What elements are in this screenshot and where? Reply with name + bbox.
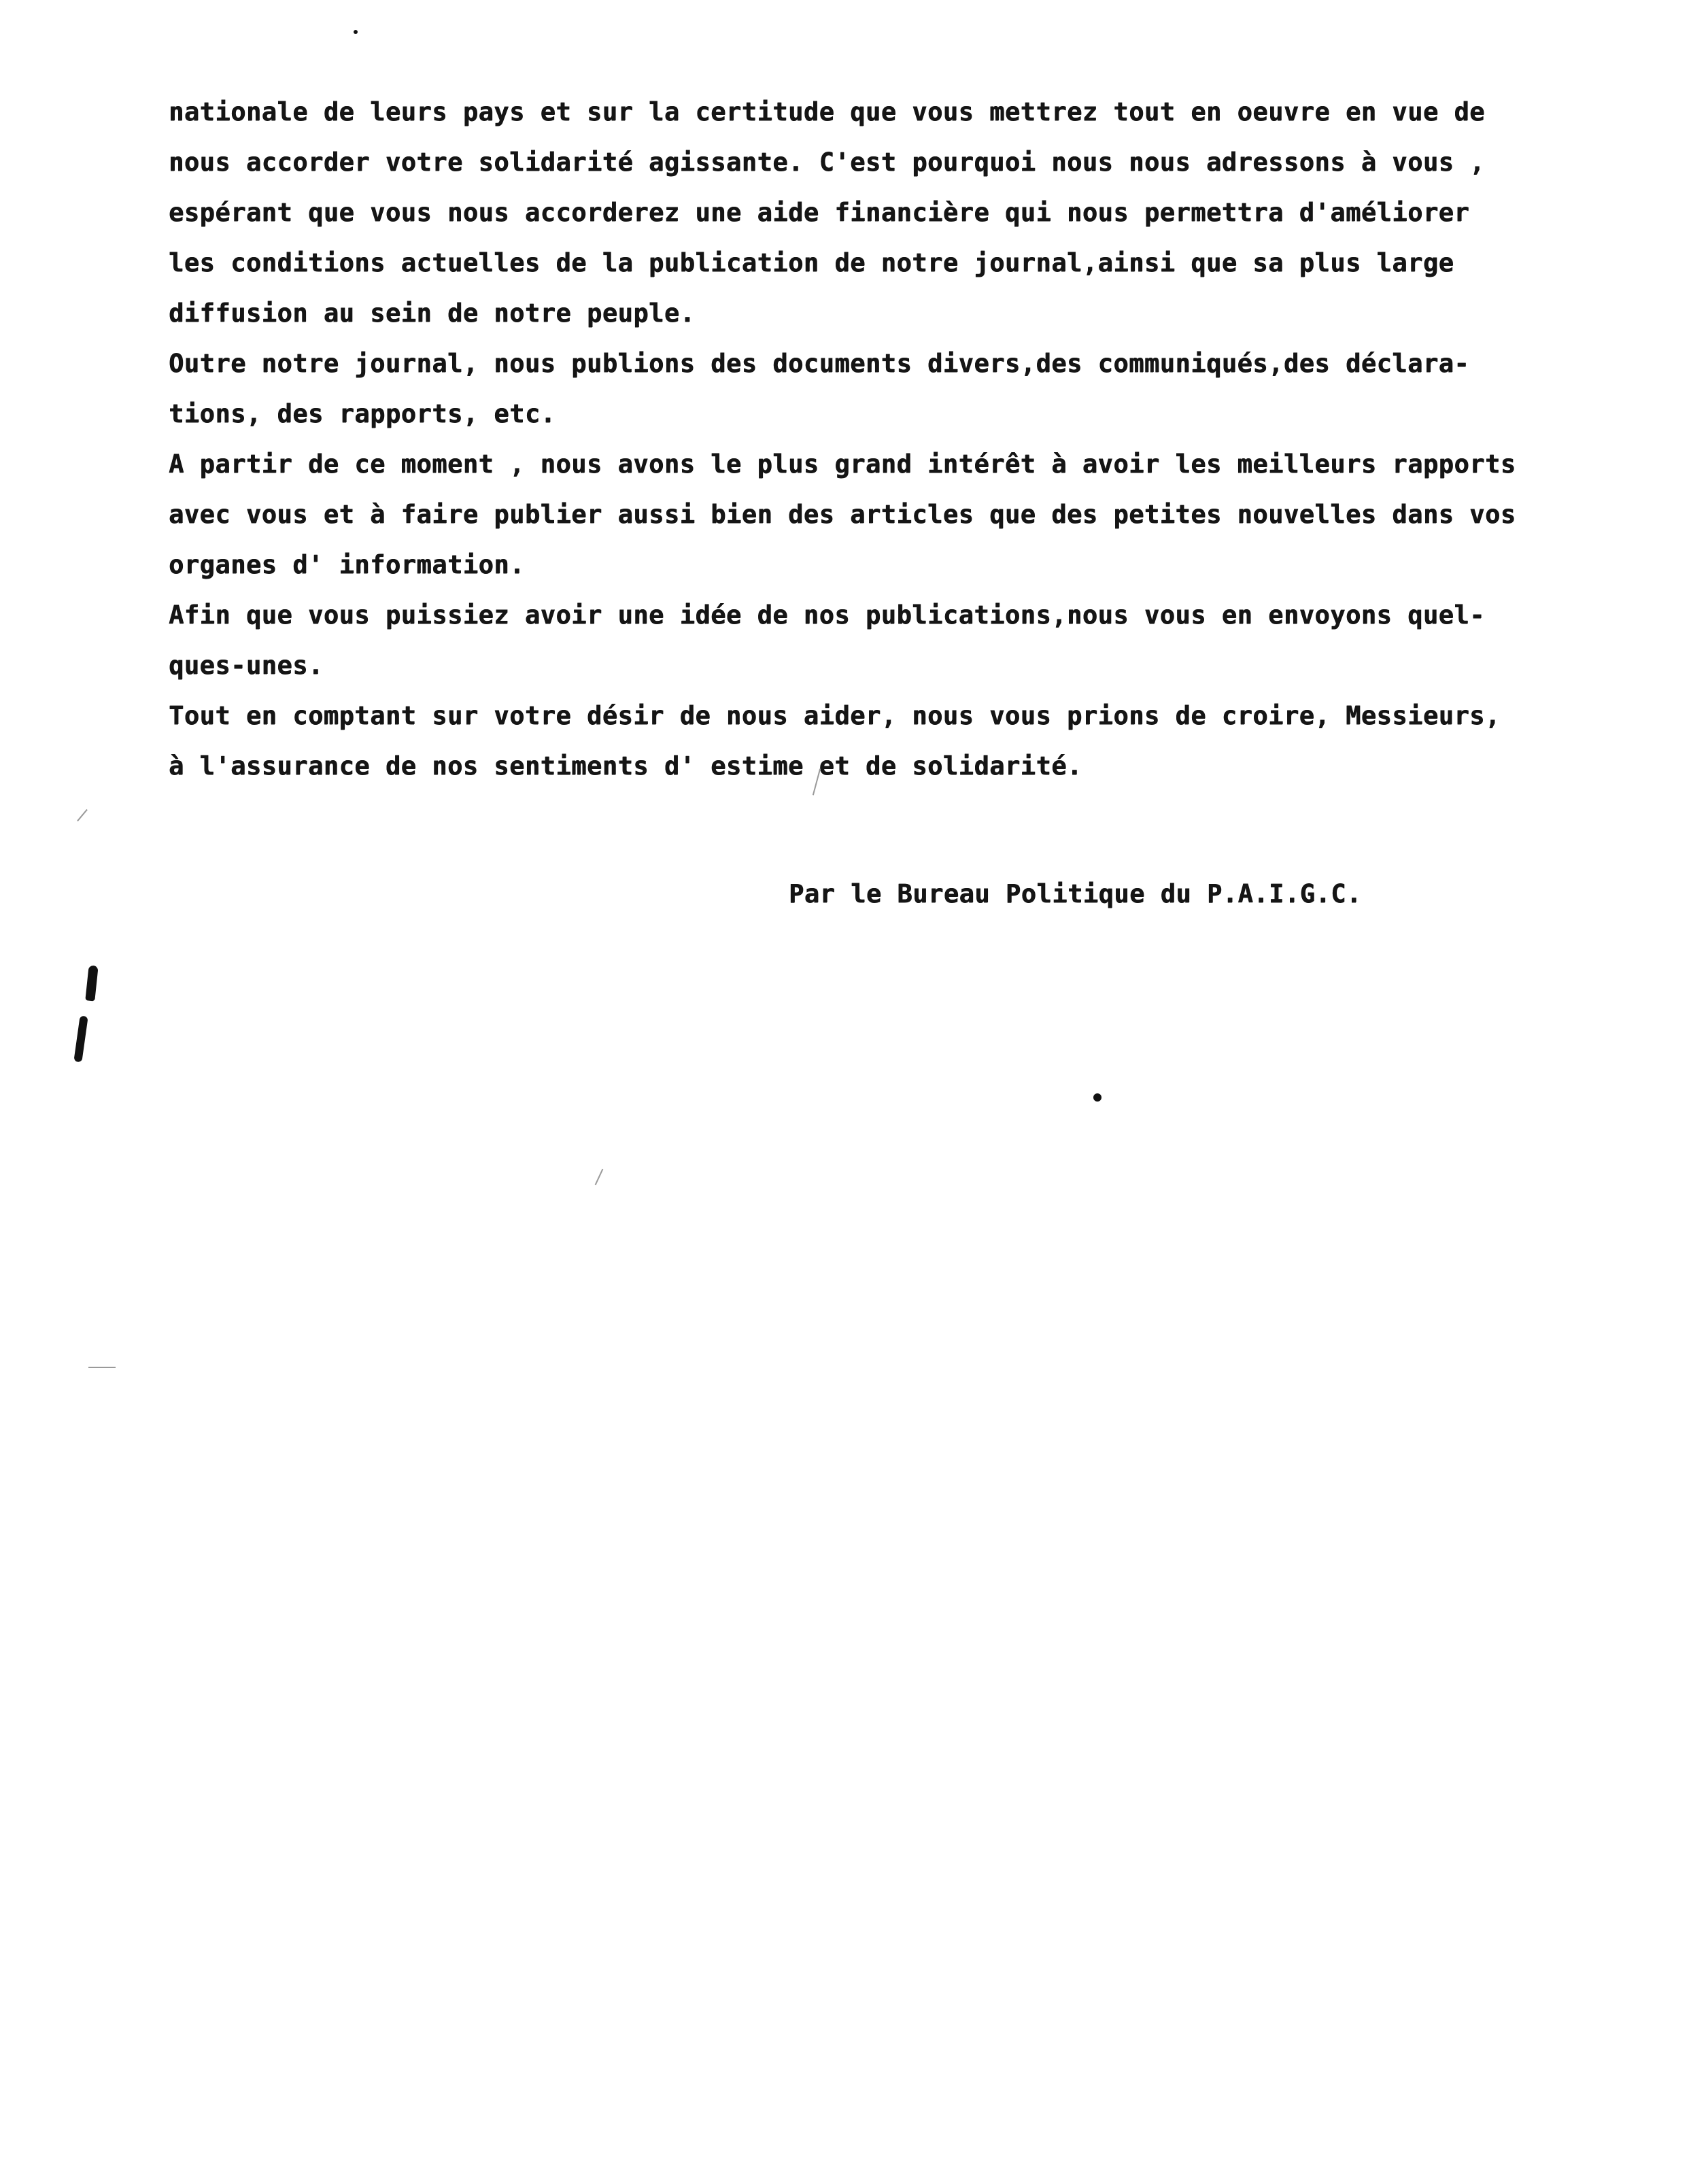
ink-dot <box>1093 1093 1101 1102</box>
signature-line: Par le Bureau Politique du P.A.I.G.C. <box>789 879 1362 908</box>
letter-line: nationale de leurs pays et sur la certitude que vous mettrez tout en oeuvre en vue de <box>169 97 1485 126</box>
ink-blot <box>85 965 98 1001</box>
letter-line: Tout en comptant sur votre désir de nous aider, nous vous prions de croire, Messieurs, <box>169 701 1501 730</box>
letter-line: espérant que vous nous accorderez une aide financière qui nous permettra d'améliorer <box>169 198 1470 227</box>
letter-line: organes d' information. <box>169 550 525 579</box>
letter-line: A partir de ce moment , nous avons le plus grand intérêt à avoir les meilleurs rapports <box>169 449 1516 479</box>
letter-line: avec vous et à faire publier aussi bien des articles que des petites nouvelles dans vos <box>169 500 1516 529</box>
scan-scratch <box>88 1367 116 1368</box>
scan-scratch <box>77 809 88 821</box>
ink-dot <box>354 30 358 34</box>
letter-line: ques-unes. <box>169 651 324 680</box>
ink-blot <box>73 1015 88 1062</box>
scan-scratch <box>595 1169 604 1185</box>
letter-line: diffusion au sein de notre peuple. <box>169 299 696 328</box>
letter-line: les conditions actuelles de la publication de notre journal,ainsi que sa plus large <box>169 248 1454 277</box>
letter-line: Outre notre journal, nous publions des documents divers,des communiqués,des déclara- <box>169 349 1470 378</box>
letter-body <box>169 87 1569 791</box>
letter-line: tions, des rapports, etc. <box>169 399 556 428</box>
letter-line: nous accorder votre solidarité agissante. C'est pourquoi nous nous adressons à vous , <box>169 148 1485 177</box>
letter-line: à l'assurance de nos sentiments d' estime et de solidarité. <box>169 751 1082 781</box>
letter-line: Afin que vous puissiez avoir une idée de nos publications,nous vous en envoyons quel- <box>169 600 1485 630</box>
